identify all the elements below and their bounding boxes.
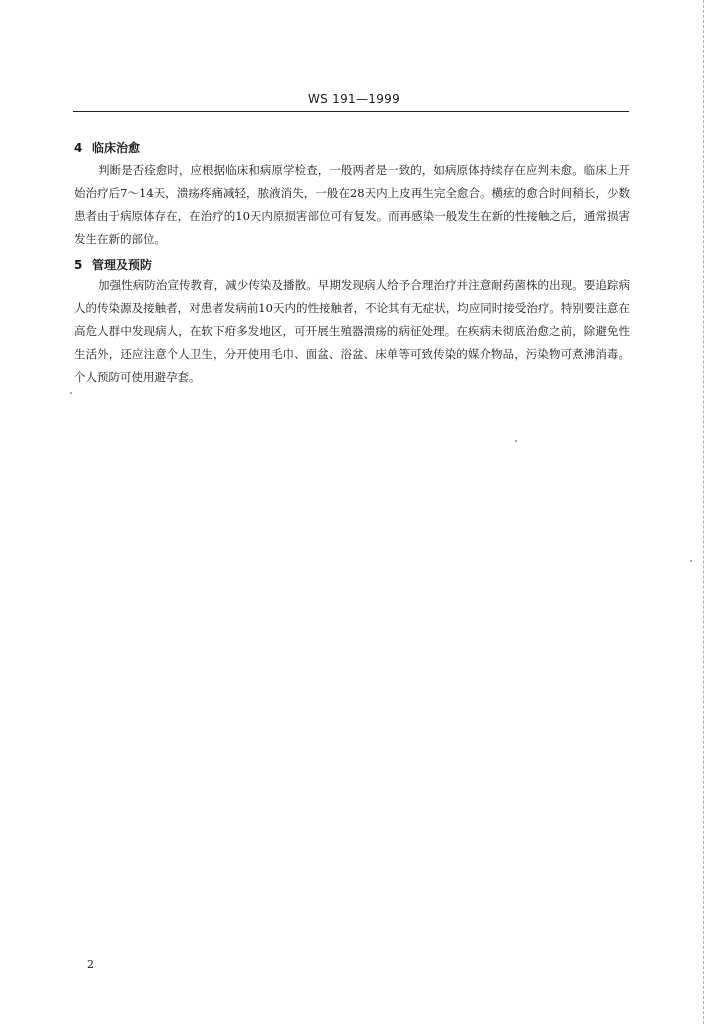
page-number: 2 — [87, 958, 94, 971]
section-number: 5 — [74, 258, 83, 272]
paragraph-management-prevention: 加强性病防治宣传教育，减少传染及播散。早期发现病人给予合理治疗并注意耐药菌株的出现。要追踪病人的传染源及接触者，对患者发病前10天内的性接触者，不论其有无症状，均应同时接受治疗。特别要注意在高危人群中发现病人，在软下疳多发地区，可开展生殖器溃疡的病征处理。在疾病未彻底治愈之前，除避免性生活外，还应注意个人卫生，分开使用毛巾、面盆、浴盆、床单等可致传染的媒介物品，污染物可煮沸消毒。个人预防可使用避孕套。 — [74, 278, 630, 384]
section-heading-management-prevention — [74, 256, 152, 273]
section-title: 管理及预防 — [92, 258, 153, 272]
header-divider — [73, 111, 629, 112]
paragraph-clinical-cure: 判断是否痊愈时，应根据临床和病原学检查，一般两者是一致的，如病原体持续存在应判未愈。临床上开始治疗后7～14天，溃疡疼痛减轻，脓液消失，一般在28天内上皮再生完全愈合。横痃的愈合时间稍长，少数患者由于病原体存在，在治疗的10天内原损害部位可有复发。而再感染一般发生在新的性接触之后，通常损害发生在新的部位。 — [74, 163, 630, 246]
scan-edge-line — [703, 0, 704, 1024]
section-title: 临床治愈 — [92, 141, 141, 155]
scan-speck — [690, 560, 692, 562]
scan-speck — [70, 392, 72, 394]
standard-code-header: WS 191—1999 — [307, 92, 401, 106]
scan-speck — [515, 440, 517, 442]
section-heading-clinical-cure — [74, 139, 140, 156]
section-number: 4 — [74, 141, 83, 155]
